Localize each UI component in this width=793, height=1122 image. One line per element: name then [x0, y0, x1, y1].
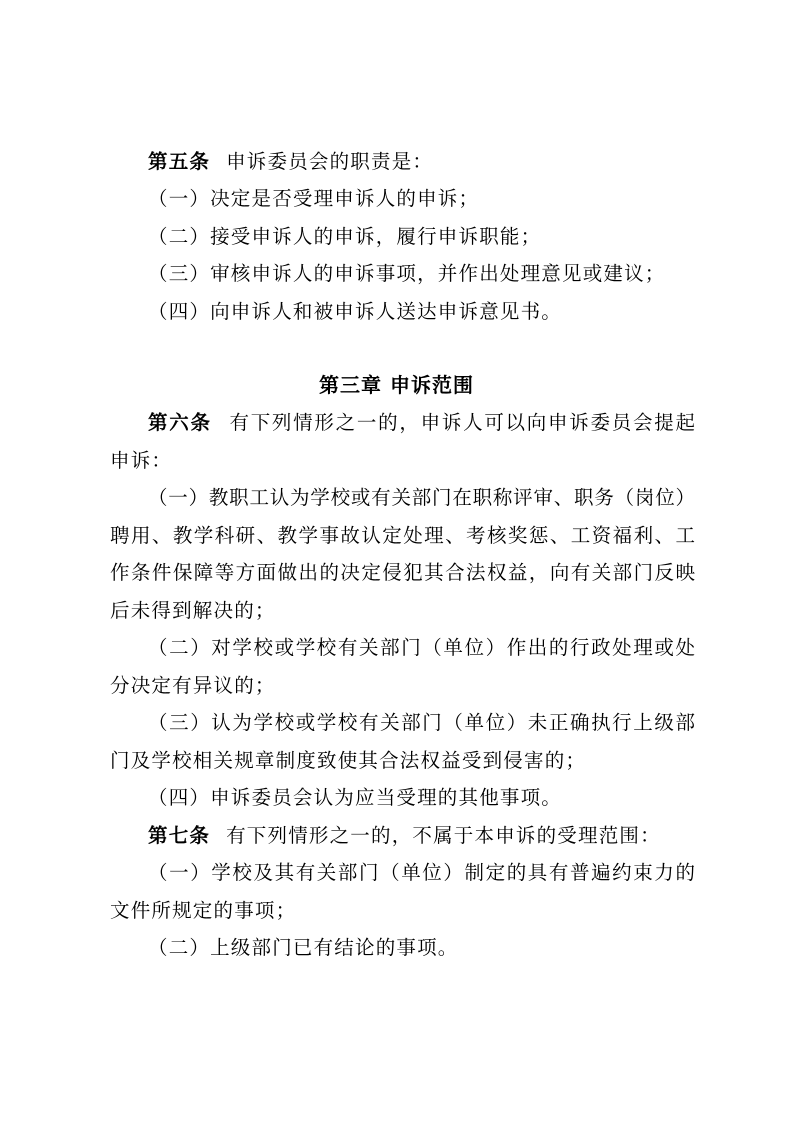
article-7-item-2: （二）上级部门已有结论的事项。 — [148, 936, 459, 959]
article-5-heading: 第五条 — [148, 150, 211, 173]
article-5-item-2: （二）接受申诉人的申诉，履行申诉职能； — [148, 225, 542, 248]
article-6-line-1 — [148, 411, 695, 435]
article-6-item-2-line-2: 分决定有异议的； — [110, 674, 276, 697]
article-6-item-2-line-1: （二）对学校或学校有关部门（单位）作出的行政处理或处 — [148, 636, 695, 659]
article-6-item-1-line-3: 作条件保障等方面做出的决定侵犯其合法权益，向有关部门反映 — [110, 561, 695, 584]
article-5-item-1: （一）决定是否受理申诉人的申诉； — [148, 187, 480, 210]
article-7-text: 有下列情形之一的，不属于本申诉的受理范围： — [226, 824, 661, 847]
article-5-item-3: （三）审核申诉人的申诉事项，并作出处理意见或建议； — [148, 262, 666, 285]
article-7-item-1-line-2: 文件所规定的事项； — [110, 899, 297, 922]
article-6-line-2: 申诉： — [110, 449, 173, 472]
article-6-item-3-line-1: （三）认为学校或学校有关部门（单位）未正确执行上级部 — [148, 711, 695, 734]
article-6-item-1-line-1: （一）教职工认为学校或有关部门在职称评审、职务（岗位） — [148, 486, 695, 509]
chapter-3-title: 第三章 申诉范围 — [319, 373, 474, 397]
article-6-item-1-line-2: 聘用、教学科研、教学事故认定处理、考核奖惩、工资福利、工 — [110, 524, 695, 547]
article-7-item-1-line-1: （一）学校及其有关部门（单位）制定的具有普遍约束力的 — [148, 861, 695, 884]
article-6-item-4: （四）申诉委员会认为应当受理的其他事项。 — [148, 786, 563, 809]
article-6-heading: 第六条 — [148, 411, 212, 434]
article-6-item-3-line-2: 门及学校相关规章制度致使其合法权益受到侵害的； — [110, 749, 587, 772]
article-5-line — [148, 150, 695, 174]
article-6-text-1: 有下列情形之一的，申诉人可以向申诉委员会提起 — [227, 411, 695, 434]
article-7-heading: 第七条 — [148, 824, 211, 847]
article-5-text: 申诉委员会的职责是： — [226, 150, 434, 173]
article-5-item-4: （四）向申诉人和被申诉人送达申诉意见书。 — [148, 300, 563, 323]
article-6-item-1-line-4: 后未得到解决的； — [110, 599, 276, 622]
article-7-line — [148, 824, 695, 848]
